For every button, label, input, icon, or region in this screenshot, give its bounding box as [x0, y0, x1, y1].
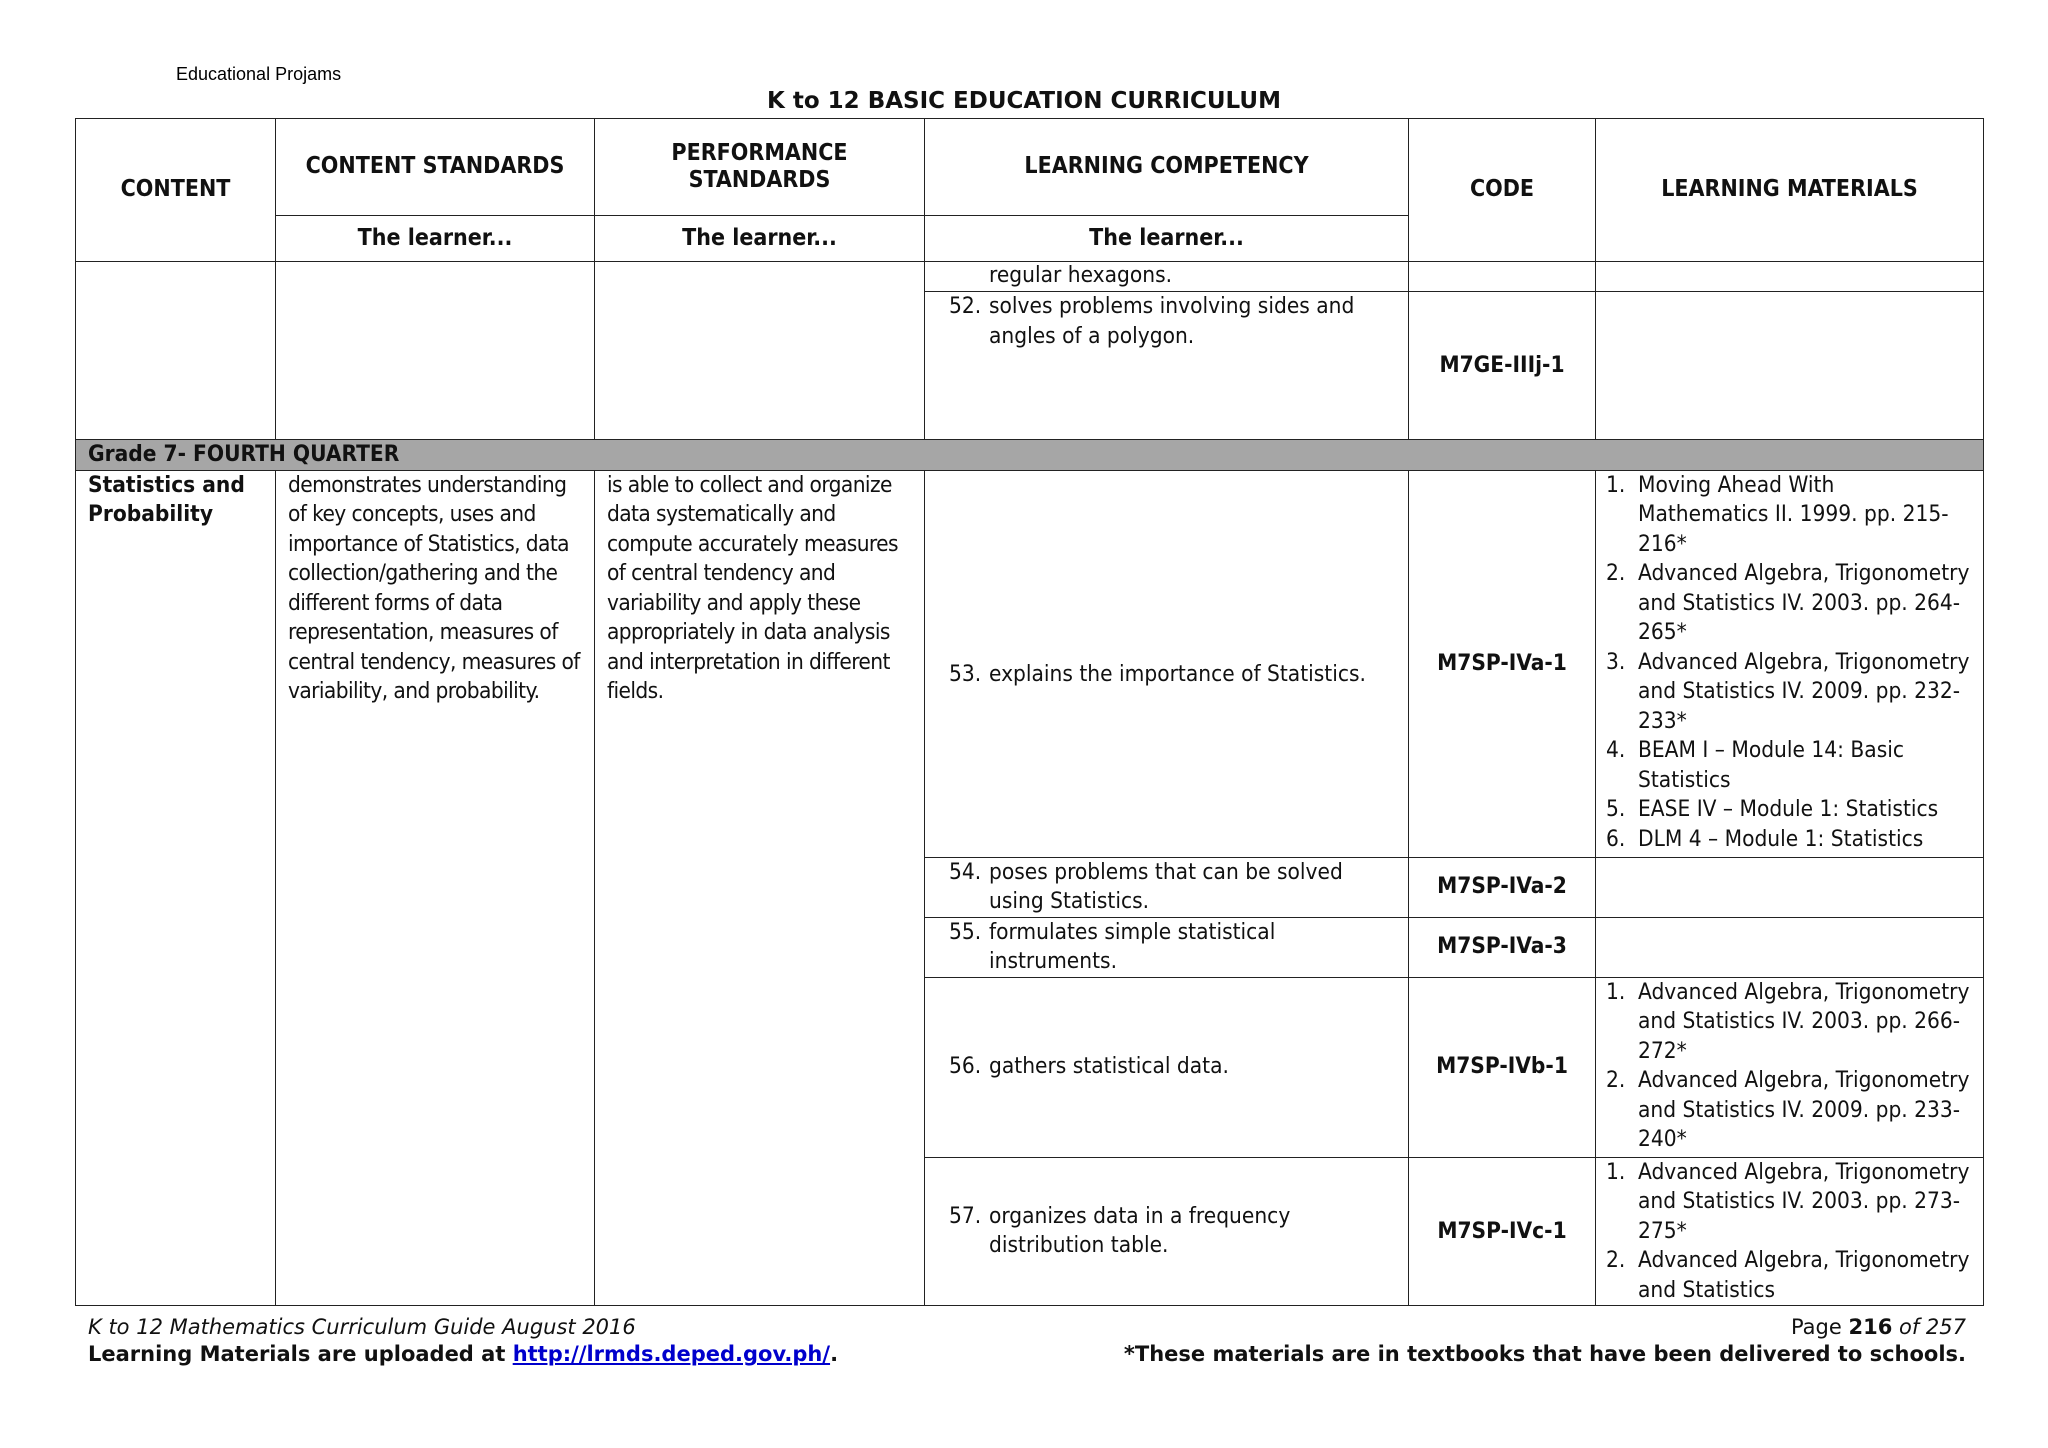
competency-52: 52. solves problems involving sides and angles of a polygon. — [925, 292, 1409, 440]
curriculum-table — [75, 118, 1984, 1306]
header-performance-standards: PERFORMANCE STANDARDS — [595, 119, 925, 216]
materials-52 — [1596, 292, 1984, 440]
competency-56: 56. gathers statistical data. — [925, 977, 1409, 1157]
code-56: M7SP-IVb-1 — [1409, 977, 1596, 1157]
material-item: 1. Advanced Algebra, Trigonometry and Statistics IV. 2003. pp. 266-272* — [1606, 978, 1970, 1064]
footer-upload-line: Learning Materials are uploaded at http://lrmds.deped.gov.ph/. — [88, 1342, 839, 1366]
code-57: M7SP-IVc-1 — [1409, 1157, 1596, 1306]
header-learner-3: The learner... — [925, 216, 1409, 262]
material-item: 2. Advanced Algebra, Trigonometry and Statistics IV. 2009. pp. 233-240* — [1606, 1067, 1970, 1152]
competency-53: 53. explains the importance of Statistics. — [925, 470, 1409, 857]
competency-57: 57. organizes data in a frequency distribution table. — [925, 1157, 1409, 1306]
footer-guide-title: K to 12 Mathematics Curriculum Guide August 2016 — [88, 1315, 636, 1339]
header-learner-1: The learner... — [276, 216, 595, 262]
footer-note: *These materials are in textbooks that have been delivered to schools. — [1123, 1342, 1966, 1366]
code-52: M7GE-IIIj-1 — [1409, 292, 1596, 440]
quarter-band: Grade 7- FOURTH QUARTER — [76, 440, 1984, 471]
material-item: 1. Moving Ahead With Mathematics II. 1999. pp. 215-216* — [1606, 471, 1949, 557]
materials-54 — [1596, 857, 1984, 917]
code-54: M7SP-IVa-2 — [1409, 857, 1596, 917]
footer-left — [88, 1314, 838, 1368]
performance-standard-cell: is able to collect and organize data systematically and compute accurately measures of central tendency and variability and apply these appropriately in data analysis and interpretation in different fields. — [595, 470, 925, 1306]
materials-list-53 — [1606, 471, 1971, 855]
code-empty — [1409, 262, 1596, 292]
code-55: M7SP-IVa-3 — [1409, 917, 1596, 977]
header-code: CODE — [1409, 119, 1596, 262]
material-item: 3. Advanced Algebra, Trigonometry and Statistics IV. 2009. pp. 232-233* — [1606, 648, 1970, 734]
materials-56 — [1596, 977, 1984, 1157]
footer-right — [1124, 1314, 1966, 1368]
document-title: K to 12 BASIC EDUCATION CURRICULUM — [767, 88, 1281, 114]
materials-55 — [1596, 917, 1984, 977]
materials-empty — [1596, 262, 1984, 292]
competency-55: 55. formulates simple statistical instruments. — [925, 917, 1409, 977]
cell-empty-content-standard — [276, 262, 595, 440]
lrmds-link[interactable]: http://lrmds.deped.gov.ph/ — [512, 1342, 831, 1366]
header-learning-materials: LEARNING MATERIALS — [1596, 119, 1984, 262]
header-learner-2: The learner... — [595, 216, 925, 262]
cell-empty-content — [76, 262, 276, 440]
page-number: Page 216 of 257 — [1790, 1315, 1966, 1339]
content-cell: Statistics and Probability — [76, 470, 276, 1306]
code-53: M7SP-IVa-1 — [1409, 470, 1596, 857]
material-item: 4. BEAM I – Module 14: Basic Statistics — [1606, 737, 1904, 793]
competency-54: 54. poses problems that can be solved using Statistics. — [925, 857, 1409, 917]
material-item: 5. EASE IV – Module 1: Statistics — [1606, 796, 1939, 822]
material-item: 2. Advanced Algebra, Trigonometry and Statistics — [1606, 1247, 1970, 1303]
material-item: 6. DLM 4 – Module 1: Statistics — [1606, 825, 1924, 852]
materials-57 — [1596, 1157, 1984, 1306]
materials-53 — [1596, 470, 1984, 857]
content-standard-cell: demonstrates understanding of key concepts, uses and importance of Statistics, data collection/gathering and the different forms of data representation, measures of central tendency, measures of variability, and probability. — [276, 470, 595, 1306]
cell-empty-performance-standard — [595, 262, 925, 440]
materials-list-56 — [1606, 978, 1971, 1155]
header-content-standards: CONTENT STANDARDS — [276, 119, 595, 216]
header-content: CONTENT — [76, 119, 276, 262]
competency-continuation: regular hexagons. — [925, 262, 1409, 292]
materials-list-57 — [1606, 1158, 1971, 1306]
watermark-text: Educational Projams — [176, 64, 342, 84]
material-item: 1. Advanced Algebra, Trigonometry and Statistics IV. 2003. pp. 273-275* — [1606, 1158, 1970, 1244]
header-learning-competency: LEARNING COMPETENCY — [925, 119, 1409, 216]
material-item: 2. Advanced Algebra, Trigonometry and Statistics IV. 2003. pp. 264-265* — [1606, 560, 1970, 645]
